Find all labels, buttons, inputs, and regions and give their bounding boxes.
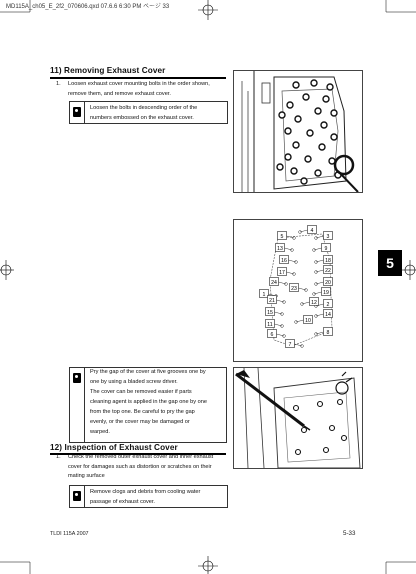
note-box-cooling-passage bbox=[69, 485, 228, 508]
bolt-label-3 bbox=[315, 232, 333, 240]
chapter-tab: 5 bbox=[378, 250, 402, 276]
bolt-label-15 bbox=[266, 308, 284, 316]
note-line: The cover can be removed easier if parts bbox=[90, 389, 192, 395]
note-box bbox=[69, 101, 228, 124]
note-line: evenly, or the cover may be damaged or bbox=[90, 419, 190, 425]
step-line: Check the removed outer exhaust cover and inner exhaust bbox=[68, 454, 214, 460]
bolt-label-5 bbox=[278, 232, 296, 240]
note-line: cleaning agent is applied in the gap one by one bbox=[90, 399, 207, 405]
bolt-label-4 bbox=[299, 226, 317, 234]
svg-text:3: 3 bbox=[326, 233, 330, 240]
step-line: remove them, and remove exhaust cover. bbox=[68, 90, 171, 97]
note-line: from the top one. Be careful to pry the gap bbox=[90, 409, 195, 415]
bolt-label-22 bbox=[315, 266, 333, 274]
step-line: Loosen exhaust cover mounting bolts in the order shown, bbox=[68, 81, 210, 87]
page-number: 5-33 bbox=[343, 530, 356, 537]
hand-note-icon bbox=[70, 368, 85, 442]
bolt-label-10 bbox=[295, 316, 313, 324]
bolt-label-24 bbox=[270, 278, 288, 286]
svg-text:24: 24 bbox=[271, 279, 277, 286]
svg-text:19: 19 bbox=[323, 289, 329, 296]
bolt-label-18 bbox=[315, 256, 333, 264]
note-line: one by using a bladed screw driver. bbox=[90, 379, 178, 385]
step-number: 1. bbox=[56, 454, 61, 460]
note-text bbox=[90, 103, 223, 123]
bolt-label-9 bbox=[313, 244, 331, 252]
section-title-removing-exhaust-cover: 11) Removing Exhaust Cover bbox=[50, 66, 166, 75]
bolt-label-16 bbox=[280, 256, 298, 264]
svg-text:5: 5 bbox=[280, 233, 284, 240]
bolt-label-23 bbox=[290, 284, 308, 292]
svg-text:17: 17 bbox=[279, 269, 285, 276]
bolt-order-diagram bbox=[233, 219, 363, 362]
svg-text:14: 14 bbox=[325, 311, 331, 318]
bolt-label-8 bbox=[315, 328, 333, 336]
note-text bbox=[90, 367, 222, 437]
bolt-label-14 bbox=[315, 310, 333, 318]
note-line: warped. bbox=[90, 429, 110, 435]
svg-text:4: 4 bbox=[310, 227, 314, 234]
bolt-label-13 bbox=[276, 244, 294, 252]
svg-text:21: 21 bbox=[269, 297, 275, 304]
footer-model: TLDI 115A 2007 bbox=[50, 531, 89, 537]
step-text bbox=[68, 453, 213, 482]
bolt-label-6 bbox=[268, 330, 286, 338]
svg-text:22: 22 bbox=[325, 267, 331, 274]
section-title-inspection-of-exhaust-cover: 12) Inspection of Exhaust Cover bbox=[50, 443, 178, 452]
bolt-label-20 bbox=[315, 278, 333, 286]
svg-text:8: 8 bbox=[326, 329, 330, 336]
bolt-label-7 bbox=[286, 340, 304, 348]
svg-text:11: 11 bbox=[267, 321, 273, 328]
svg-text:12: 12 bbox=[311, 299, 317, 306]
pry-cover-illustration bbox=[233, 367, 363, 469]
svg-text:6: 6 bbox=[270, 331, 274, 338]
note-line: Loosen the bolts in descending order of the bbox=[90, 105, 198, 111]
step-text bbox=[68, 80, 210, 99]
note-text bbox=[90, 487, 223, 507]
bolt-label-21 bbox=[268, 296, 286, 304]
svg-text:9: 9 bbox=[324, 245, 328, 252]
note-line: passage of exhaust cover. bbox=[90, 499, 155, 505]
bolt-label-19 bbox=[313, 288, 331, 296]
svg-text:10: 10 bbox=[305, 317, 311, 324]
file-header: MD115A_ch05_E_2f2_070606.qxd 07.6.6 6:30 PM ページ 33 bbox=[6, 4, 170, 10]
step-line: mating surface bbox=[68, 473, 105, 480]
svg-text:16: 16 bbox=[281, 257, 287, 264]
svg-text:18: 18 bbox=[325, 257, 331, 264]
svg-text:15: 15 bbox=[267, 309, 273, 316]
section-rule bbox=[50, 77, 226, 79]
svg-text:20: 20 bbox=[325, 279, 331, 286]
bolt-label-12 bbox=[301, 298, 319, 306]
hand-note-icon bbox=[70, 102, 85, 123]
step-number: 1. bbox=[56, 81, 61, 87]
bolt-label-17 bbox=[278, 268, 296, 276]
svg-text:23: 23 bbox=[291, 285, 297, 292]
hand-note-icon bbox=[70, 486, 85, 507]
exhaust-cover-illustration bbox=[233, 70, 363, 193]
note-line: Pry the gap of the cover at five grooves one by bbox=[90, 369, 206, 375]
note-box-pry-cover bbox=[69, 367, 227, 443]
svg-text:7: 7 bbox=[288, 341, 292, 348]
note-line: Remove clogs and debris from cooling water bbox=[90, 489, 201, 495]
note-line: numbers embossed on the exhaust cover. bbox=[90, 115, 194, 121]
svg-text:1: 1 bbox=[262, 291, 266, 298]
svg-text:13: 13 bbox=[277, 245, 283, 252]
svg-text:2: 2 bbox=[326, 301, 330, 308]
bolt-label-11 bbox=[266, 320, 284, 328]
step-line: cover for damages such as distortion or scratches on their bbox=[68, 463, 212, 470]
